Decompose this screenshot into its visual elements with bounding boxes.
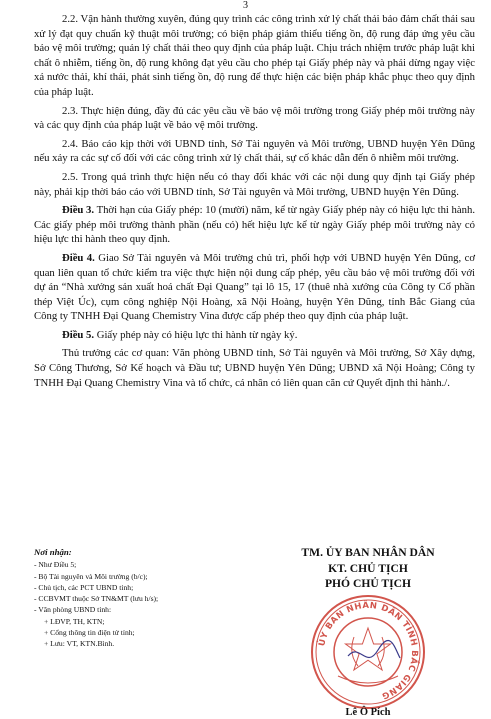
signature-org: TM. ỦY BAN NHÂN DÂN: [301, 546, 435, 559]
official-seal: [308, 592, 428, 712]
svg-text:ỦY BAN NHÂN DÂN TỈNH BẮC GIANG: ỦY BAN NHÂN DÂN TỈNH BẮC GIANG: [317, 600, 420, 701]
recipient-sub-item: + Cổng thông tin điện tử tỉnh;: [44, 628, 135, 638]
article-5: Điều 5. Giấy phép này có hiệu lực thi hành từ ngày ký.: [62, 328, 298, 341]
article-4: Điều 4. Giao Sở Tài nguyên và Môi trường chủ trì, phối hợp với UBND huyện Yên Dũng, cơ quan liên quan tổ chức kiểm tra việc thực hiện nội dung cấp phép, yêu cầu bảo vệ môi trường đối với dự án “Nhà xưởng sản xuất hoá chất Đại Quang” tại lô 15, 17 (thuê nhà xưởng của Công ty Cổ phần thép Việt Úc), cụm công nghiệp Nội Hoàng, xã Nội Hoàng, huyện Yên Dũng, tỉnh Bắc Giang của Công ty TNHH Đại Quang Chemistry Vina được cấp phép theo quy định của pháp luật.: [34, 251, 476, 323]
recipient-item: - Bộ Tài nguyên và Môi trường (b/c);: [34, 571, 148, 581]
recipient-item: - CCBVMT thuộc Sở TN&MT (lưu h/s);: [34, 594, 159, 604]
recipient-sub-item: + Lưu: VT, KTN.Bình.: [44, 639, 115, 649]
handwritten-signature: [348, 640, 400, 657]
recipients-block: [34, 547, 269, 650]
recipient-item: - Văn phòng UBND tỉnh:: [34, 605, 112, 615]
recipient-sub-item: + LĐVP, TH, KTN;: [44, 616, 105, 626]
paragraph-2-4: 2.4. Báo cáo kịp thời với UBND tỉnh, Sở Tài nguyên và Môi trường, UBND huyện Yên Dũng nếu xảy ra các sự cố đối với các công trình xử lý chất thải, sự cố khác dẫn đến ô nhiễm môi trường.: [34, 137, 475, 165]
article-3-heading: Điều 3.: [62, 204, 95, 217]
implementation-paragraph: Thủ trưởng các cơ quan: Văn phòng UBND tỉnh, Sở Tài nguyên và Môi trường, Sở Xây dựng, Sở Công Thương, Sở Kế hoạch và Đầu tư; UBND huyện Yên Dũng; UBND xã Nội Hoàng; Công ty TNHH Đại Quang Chemistry Vina và tổ chức, cá nhân có liên quan căn cứ Quyết định thi hành./.: [34, 347, 475, 389]
recipient-item: - Chủ tịch, các PCT UBND tỉnh;: [34, 582, 134, 592]
paragraph-2-2: 2.2. Vận hành thường xuyên, đúng quy trình các công trình xử lý chất thải bảo đảm chất thải sau xử lý đạt quy chuẩn kỹ thuật môi trường; có biện pháp giảm thiểu tiếng ồn, độ rung đáp ứng yêu cầu bảo vệ môi trường; quản lý chất thải theo quy định của pháp luật. Chịu trách nhiệm trước pháp luật khi chất ô nhiễm, tiếng ồn, độ rung không đạt yêu cầu cho phép tại Giấy phép này và phải dừng ngay việc xả nước thải, khí thải, phát sinh tiếng ồn, độ rung để thực hiện các biện pháp khắc phục theo quy định của pháp luật.: [34, 13, 475, 98]
recipients-title: Nơi nhận:: [34, 547, 72, 557]
signature-block: [268, 545, 468, 719]
recipient-item: - Như Điều 5;: [34, 560, 77, 570]
document-body: [34, 12, 475, 394]
signer-name: Lê Ô Pích: [345, 706, 391, 718]
paragraph-2-3: 2.3. Thực hiện đúng, đầy đủ các yêu cầu về bảo vệ môi trường trong Giấy phép môi trường này và các quy định của pháp luật về bảo vệ môi trường.: [34, 104, 475, 132]
article-3: Điều 3. Thời hạn của Giấy phép: 10 (mười) năm, kể từ ngày Giấy phép này có hiệu lực thi hành. Các giấy phép môi trường thành phần (nếu có) hết hiệu lực kể từ ngày Giấy phép môi trường này có hiệu lực thi hành theo quy định.: [34, 204, 476, 246]
paragraph-2-5: 2.5. Trong quá trình thực hiện nếu có thay đổi khác với các nội dung quy định tại Giấy phép này, phải kịp thời báo cáo với UBND tỉnh, Sở Tài nguyên và Môi trường, UBND huyện Yên Dũng.: [34, 170, 475, 198]
article-4-heading: Điều 4.: [62, 251, 95, 264]
page-number: 3: [243, 0, 248, 11]
signature-role: KT. CHỦ TỊCH: [328, 561, 408, 575]
signature-title: PHÓ CHỦ TỊCH: [324, 577, 412, 590]
article-5-heading: Điều 5.: [62, 328, 95, 341]
